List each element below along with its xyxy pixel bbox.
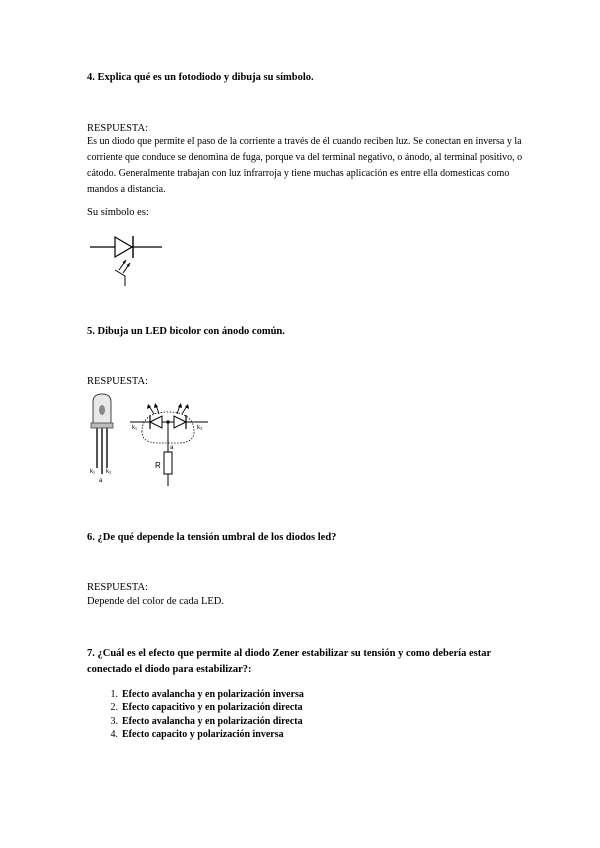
symbol-label: Su símbolo es:	[87, 207, 149, 218]
led-terminal-k1-label: k₁	[90, 469, 96, 475]
option-item: 2. Efecto capacitivo y en polarización directa	[110, 702, 303, 714]
question-6-title: 6. ¿De qué depende la tensión umbral de los diodos led?	[87, 532, 337, 543]
bicolor-led-schematic	[128, 396, 210, 488]
question-6-answer-label: RESPUESTA:	[87, 582, 149, 593]
question-7-options	[100, 688, 304, 741]
question-6-answer-text: Depende del color de cada LED.	[87, 596, 225, 607]
option-item: 3. Efecto avalancha y en polarización directa	[110, 715, 303, 727]
bicolor-led-drawing	[86, 392, 122, 484]
circuit-k1-label: k₁	[132, 425, 138, 431]
circuit-resistor-label: R	[155, 461, 161, 470]
question-5-answer-label: RESPUESTA:	[87, 376, 149, 387]
option-item: 4. Efecto capacito y polarización inversa	[110, 728, 284, 740]
circuit-k2-label: k₂	[197, 425, 203, 431]
question-4-answer-label: RESPUESTA:	[87, 123, 149, 134]
led-terminal-k2-label: k₂	[106, 469, 112, 475]
photodiode-symbol-icon	[88, 230, 166, 288]
led-terminal-a-label: a	[99, 478, 103, 484]
question-4-title: 4. Explica qué es un fotodiodo y dibuja su símbolo.	[87, 72, 314, 83]
question-4-answer-text: Es un diodo que permite el paso de la corriente a través de él cuando reciben luz. Se conectan en inversa y la corriente que conduce se denomina de fuga, porque va del terminal negativo, o ánodo, al terminal positivo, o cátodo. Generalmente trabajan con luz infrarroja y tiene muchas aplicación es entre ella domesticas como mandos a distancia.	[87, 136, 523, 195]
option-item: 1. Efecto avalancha y en polarización inversa	[110, 689, 304, 700]
circuit-anode-label: a	[170, 445, 174, 451]
question-5-title: 5. Dibuja un LED bicolor con ánodo común.	[87, 326, 285, 337]
question-7-title: 7. ¿Cuál es el efecto que permite al diodo Zener estabilizar su tensión y como debería estar conectado el diodo para estabilizar?:	[87, 648, 491, 675]
